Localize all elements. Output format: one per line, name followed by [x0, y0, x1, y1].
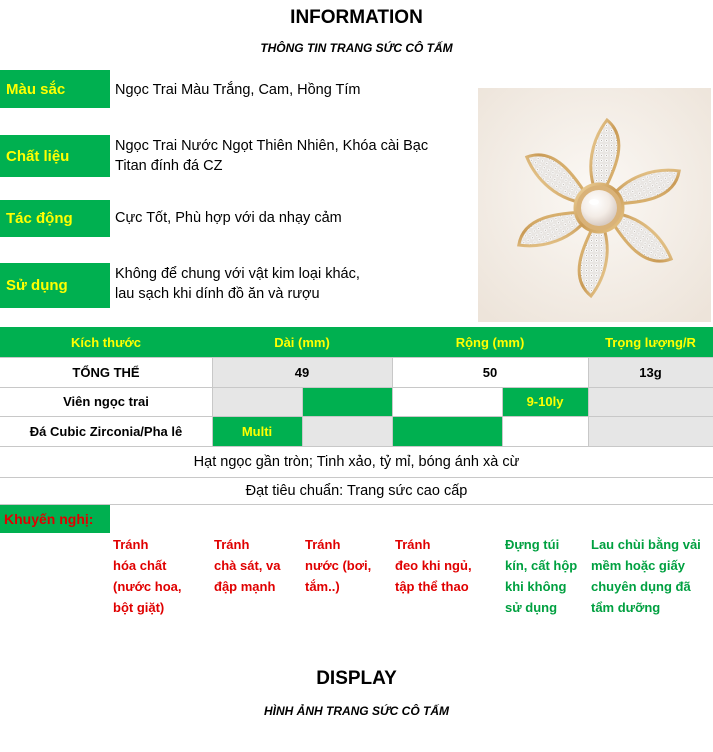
- total-weight-value: 13g: [639, 364, 662, 380]
- advice-line: (nước hoa,: [113, 579, 182, 594]
- spec-label-effect: Tác động: [0, 200, 110, 237]
- grid-line: [0, 387, 713, 388]
- stone-cell-5: [588, 416, 713, 446]
- advice-item-water: [305, 534, 393, 597]
- product-photo: [478, 88, 711, 322]
- pearl-cell-2: [302, 387, 392, 416]
- advice-line: Tránh: [214, 537, 250, 552]
- row-total-label: TỔNG THỂ: [72, 364, 140, 380]
- stone-cell-3: [392, 416, 502, 446]
- advice-line: tập thể thao: [395, 579, 469, 594]
- advice-line: hóa chất: [113, 558, 167, 573]
- advice-line: Đựng túi: [505, 537, 560, 552]
- pearl-cell-5: [588, 387, 713, 416]
- advice-line: mềm hoặc giấy: [591, 558, 685, 573]
- advice-line: kín, cất hộp: [505, 558, 578, 573]
- total-length-value: 49: [294, 364, 310, 380]
- advice-line: tẩm dưỡng: [591, 600, 661, 615]
- spec-label-material: Chất liệu: [0, 135, 110, 177]
- header-size: Kích thước: [71, 334, 141, 350]
- spec-value-effect: Cực Tốt, Phù hợp với da nhạy cảm: [115, 210, 342, 226]
- advice-line: tắm..): [305, 579, 340, 594]
- advice-line: Tránh: [305, 537, 341, 552]
- header-weight: Trọng lượng/R: [605, 334, 696, 350]
- grid-line: [0, 416, 713, 417]
- spec-value-usage: [115, 264, 475, 304]
- advice-line: chà sát, va: [214, 558, 281, 573]
- advice-line: Tránh: [395, 537, 431, 552]
- advice-line: đập mạnh: [214, 579, 276, 594]
- spec-label-color: Màu sắc: [0, 70, 110, 108]
- advice-line: khi không: [505, 579, 567, 594]
- spec-value-material-line-2: Titan đính đá CZ: [115, 158, 223, 174]
- spec-value-material-line-1: Ngọc Trai Nước Ngọt Thiên Nhiên, Khóa cài Bạc: [115, 138, 429, 154]
- advice-line: chuyên dụng đã: [591, 579, 691, 594]
- row-stone-label: Đá Cubic Zirconia/Pha lê: [29, 423, 183, 439]
- spec-value-usage-line-1: Không để chung với vật kim loại khác,: [115, 266, 360, 282]
- grid-line: [502, 387, 503, 446]
- grid-line: [0, 357, 713, 358]
- spec-value-material: [115, 136, 475, 176]
- advice-item-storage: [505, 534, 589, 618]
- advice-line: Tránh: [113, 537, 149, 552]
- advice-item-cleaning: [591, 534, 713, 618]
- dimensions-table: [0, 327, 713, 447]
- advice-line: bột giặt): [113, 600, 165, 615]
- advice-label: Khuyến nghị:: [0, 505, 110, 533]
- header-length: Dài (mm): [274, 334, 330, 350]
- display-title: DISPLAY: [316, 668, 397, 689]
- header-width: Rộng (mm): [455, 334, 525, 350]
- advice-line: sử dụng: [505, 600, 558, 615]
- pearl-size-value: 9-10ly: [526, 394, 564, 409]
- advice-item-chemicals: [113, 534, 208, 618]
- grid-line: [588, 357, 589, 446]
- grid-line: [302, 387, 303, 446]
- total-width-value: 50: [482, 364, 498, 380]
- stone-value: Multi: [241, 423, 273, 439]
- page-subtitle: THÔNG TIN TRANG SỨC CÔ TẤM: [260, 41, 453, 55]
- row-pearl-label: Viên ngọc trai: [63, 394, 149, 409]
- grid-line: [392, 357, 393, 446]
- brooch-illustration: [478, 88, 711, 322]
- advice-line: Lau chùi bằng vải: [591, 537, 701, 552]
- spec-label-usage: Sử dụng: [0, 263, 110, 308]
- advice-item-sleep-sport: [395, 534, 500, 597]
- advice-line: nước (bơi,: [305, 558, 372, 573]
- spec-value-color: Ngọc Trai Màu Trắng, Cam, Hồng Tím: [115, 82, 361, 98]
- page-title: INFORMATION: [290, 7, 423, 28]
- advice-line: đeo khi ngủ,: [395, 558, 472, 573]
- note-pearl-quality: Hạt ngọc gần tròn; Tinh xảo, tỷ mỉ, bóng ánh xà cừ: [193, 454, 520, 470]
- grid-line: [212, 357, 213, 446]
- display-subtitle: HÌNH ẢNH TRANG SỨC CÔ TẤM: [263, 704, 450, 718]
- advice-item-impact: [214, 534, 304, 597]
- stone-cell-2: [302, 416, 392, 446]
- note-standard: Đạt tiêu chuẩn: Trang sức cao cấp: [245, 483, 468, 499]
- spec-value-usage-line-2: lau sạch khi dính đồ ăn và rượu: [115, 286, 320, 302]
- pearl-cell-1: [212, 387, 302, 416]
